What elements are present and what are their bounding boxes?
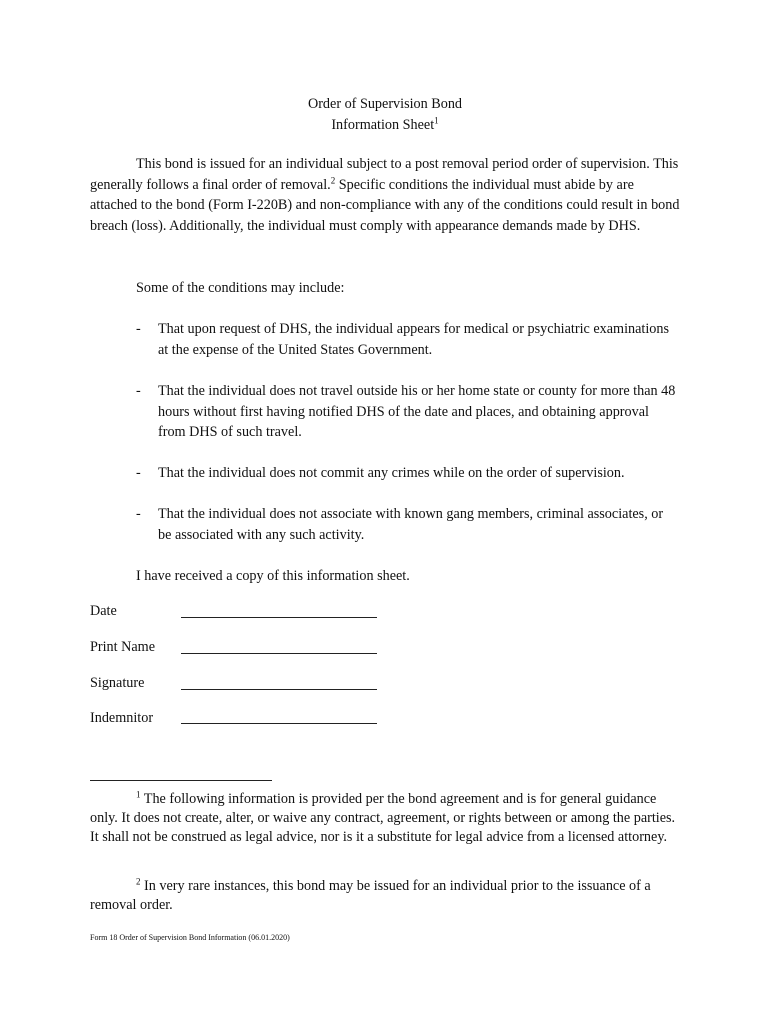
title-line-2-text: Information Sheet (331, 117, 435, 133)
title-line-2 (0, 115, 770, 136)
print-name-label: Print Name (90, 639, 156, 655)
bullet-dash: - (136, 465, 141, 481)
date-label: Date (90, 603, 117, 619)
conditions-intro: Some of the conditions may include: (136, 280, 345, 296)
footnote-2-text: In very rare instances, this bond may be issued for an individual prior to the issuance of a removal order. (90, 878, 651, 913)
footnote-1 (90, 790, 682, 847)
condition-text: That upon request of DHS, the individual appears for medical or psychiatric examinations at the expense of the United States Government. (158, 321, 669, 358)
bullet-dash: - (136, 383, 141, 399)
signature-field[interactable] (181, 689, 377, 690)
footnote-ref-1: 1 (434, 115, 439, 126)
footnote-divider (90, 780, 272, 781)
footnote-2 (90, 877, 682, 915)
intro-paragraph (90, 154, 680, 236)
footnote-2-marker: 2 (136, 876, 141, 887)
acknowledgement-text: I have received a copy of this information sheet. (136, 568, 410, 584)
condition-text: That the individual does not commit any crimes while on the order of supervision. (158, 465, 625, 481)
form-footer: Form 18 Order of Supervision Bond Information (06.01.2020) (90, 933, 290, 942)
signature-label: Signature (90, 675, 145, 691)
footnote-1-marker: 1 (136, 789, 141, 800)
print-name-field[interactable] (181, 653, 377, 654)
title-line-1: Order of Supervision Bond (307, 96, 463, 112)
indemnitor-field[interactable] (181, 723, 377, 724)
bullet-dash: - (136, 321, 141, 337)
indemnitor-label: Indemnitor (90, 710, 154, 726)
footnote-1-text: The following information is provided per the bond agreement and is for general guidance only. It does not create, alter, or waive any contract, agreement, or rights between or among the parties. It shall not be construed as legal advice, nor is it a substitute for legal advice from a licensed attorney. (90, 791, 676, 845)
condition-text: That the individual does not travel outside his or her home state or county for more than 48 hours without first having notified DHS of the date and places, and obtaining approval from DHS of such travel. (158, 383, 676, 441)
condition-text: That the individual does not associate with known gang members, criminal associates, or be associated with any such activity. (158, 506, 664, 543)
date-field[interactable] (181, 617, 377, 618)
intro-text-2: Specific conditions the individual must abide by are attached to the bond (Form I-220B) and non-compliance with any of the conditions could result in bond breach (loss). Additionally, the individual must comply with appearance demands made by DHS. (90, 176, 680, 234)
intro-text-1: This bond is issued for an individual subject to a post removal period order of supervision. This generally follows a final order of removal. (90, 156, 679, 193)
footnote-ref-2: 2 (330, 174, 336, 185)
bullet-dash: - (136, 506, 141, 522)
document-title (0, 94, 770, 136)
